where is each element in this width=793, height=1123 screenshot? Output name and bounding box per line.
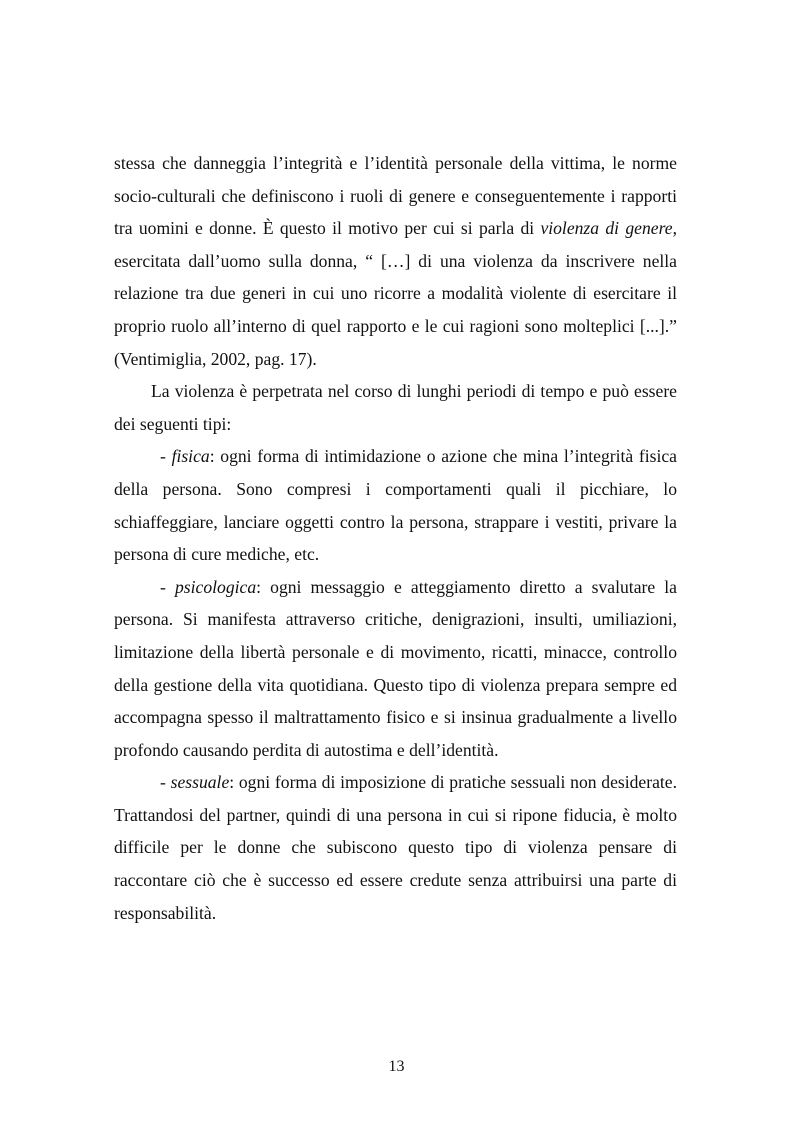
list-dash: - [160,772,171,793]
paragraph-text: : ogni forma di imposizione di pratiche sessuali non desiderate. Trattandosi del partner, quindi di una persona in cui si ripone fiducia, è molto difficile per le donne che subiscono questo tipo di violenza pensare di raccontare ciò che è successo ed essere credute senza attribuirsi una parte di responsabilità. [114,772,677,923]
page-number: 13 [388,1058,405,1075]
page-body [114,147,677,929]
list-item-fisica [114,440,677,570]
paragraph-text: : ogni forma di intimidazione o azione che mina l’integrità fisica della persona. Sono compresi i comportamenti quali il picchiare, lo schiaffeggiare, lanciare oggetti contro la persona, strappare i vestiti, privare la persona di cure mediche, etc. [114,446,677,565]
list-item-psicologica [114,571,677,767]
paragraph-text: : ogni messaggio e atteggiamento diretto a svalutare la persona. Si manifesta attraverso critiche, denigrazioni, insulti, umiliazioni, limitazione della libertà personale e di movimento, ricatti, minacce, controllo della gestione della vita quotidiana. Questo tipo di violenza prepara sempre ed accompagna spesso il maltrattamento fisico e si insinua gradualmente a livello profondo causando perdita di autostima e dell’identità. [114,576,677,760]
paragraph-text: stessa che danneggia l’integrità e l’identità personale della vittima, le norme socio-culturali che definiscono i ruoli di genere e conseguentemente i rapporti tra uomini e donne. È questo il motivo per cui si parla di [114,153,677,239]
paragraph-text: , esercitata dall’uomo sulla donna, “ […] di una violenza da inscrivere nella relazione tra due generi in cui uno ricorre a modalità violente di esercitare il proprio ruolo all’interno di quel rapporto e le cui ragioni sono molteplici [...].” (Ventimiglia, 2002, pag. 17). [114,218,677,369]
italic-term: violenza di genere [540,218,673,239]
paragraph-text: La violenza è perpetrata nel corso di lunghi periodi di tempo e può essere dei seguenti tipi: [114,381,677,434]
paragraph-intro [114,375,677,440]
paragraph-continuation [114,147,677,375]
italic-term: fisica [171,446,210,467]
italic-term: psicologica [175,576,257,597]
list-dash: - [160,576,175,597]
italic-term: sessuale [170,772,230,793]
list-dash: - [160,446,172,467]
list-item-sessuale [114,766,677,929]
